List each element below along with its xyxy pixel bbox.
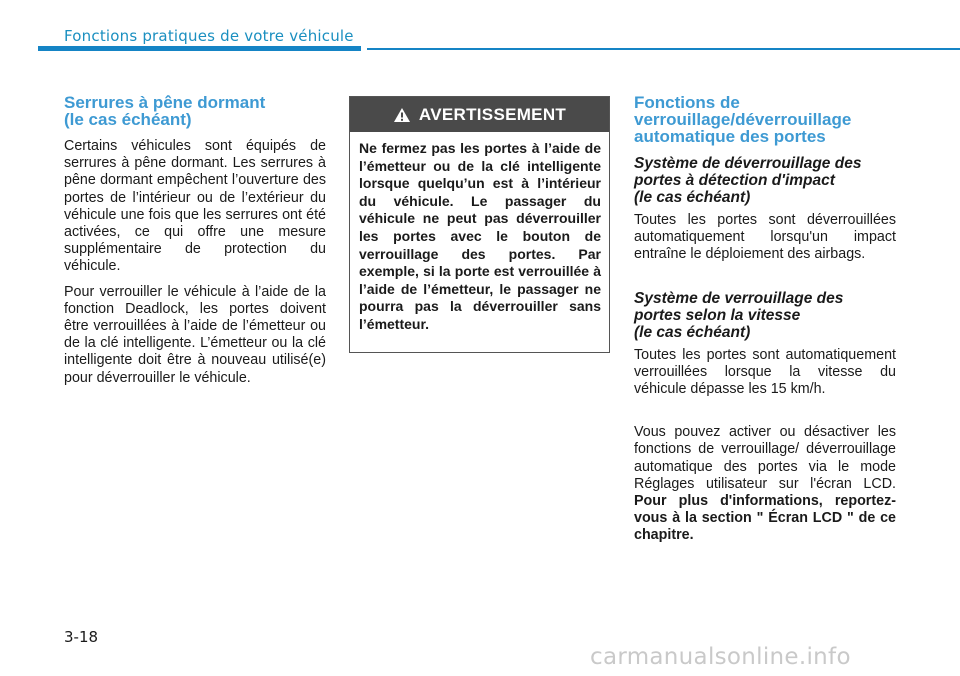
impact-unlock-text: Toutes les portes sont déverrouillées automatiquement lorsqu'un impact entraîne le déploiement des airbags. xyxy=(634,212,896,263)
warning-header xyxy=(350,97,609,132)
left-column xyxy=(64,94,326,395)
warning-triangle-icon xyxy=(393,107,411,123)
watermark: carmanualsonline.info xyxy=(590,644,851,670)
page-number: 3-18 xyxy=(64,628,99,646)
deadlock-heading: Serrures à pêne dormant (le cas échéant) xyxy=(64,93,266,129)
auto-lock-heading: Fonctions de verrouillage/déverrouillage automatique des portes xyxy=(634,93,852,146)
header-bar-thick xyxy=(38,46,361,51)
settings-text: Vous pouvez activer ou désactiver les fonctions de verrouillage/ déverrouillage automatique des portes via le mode Réglages utilisateur sur l'écran LCD. xyxy=(634,424,896,492)
impact-unlock-heading: Système de déverrouillage des portes à détection d'impact (le cas échéant) xyxy=(634,155,862,206)
deadlock-paragraph-2: Pour verrouiller le véhicule à l’aide de la fonction Deadlock, les portes doivent être verrouillées à l’aide de l’émetteur ou de la clé intelligente. L’émetteur ou la clé intelligente doit être à nouveau utilisé(e) pour déverrouiller le véhicule. xyxy=(64,283,326,386)
settings-paragraph xyxy=(634,424,896,544)
warning-body: Ne fermez pas les portes à l’aide de l’émetteur ou de la clé intelligente lorsque quelqu’un est à l’intérieur du véhicule. Le passager du véhicule ne peut pas déverrouiller les portes avec le bouton de verrouillage des portes. Par exemple, si la porte est verrouillée à l’aide de l’émetteur, le passager ne pourra pas la déverrouiller sans l’émetteur. xyxy=(359,140,601,332)
section-header-title: Fonctions pratiques de votre véhicule xyxy=(64,27,354,45)
speed-lock-text: Toutes les portes sont automatiquement verrouillées lorsque la vitesse du véhicule dépasse les 15 km/h. xyxy=(634,346,896,398)
warning-box xyxy=(349,96,610,353)
speed-lock-heading: Système de verrouillage des portes selon la vitesse (le cas échéant) xyxy=(634,289,844,341)
header-bar-thin xyxy=(367,48,960,50)
right-column xyxy=(634,94,896,553)
settings-reference: Pour plus d'informations, reportez-vous à la section " Écran LCD " de ce chapitre. xyxy=(634,493,896,544)
warning-title: AVERTISSEMENT xyxy=(418,104,567,124)
deadlock-paragraph-1: Certains véhicules sont équipés de serrures à pêne dormant. Les serrures à pêne dormant empêchent l’ouverture des portes de l’intérieur ou de l’extérieur du véhicule une fois que les serrures ont été activées, ce qui offre une mesure supplémentaire de protection du véhicule. xyxy=(64,138,326,275)
